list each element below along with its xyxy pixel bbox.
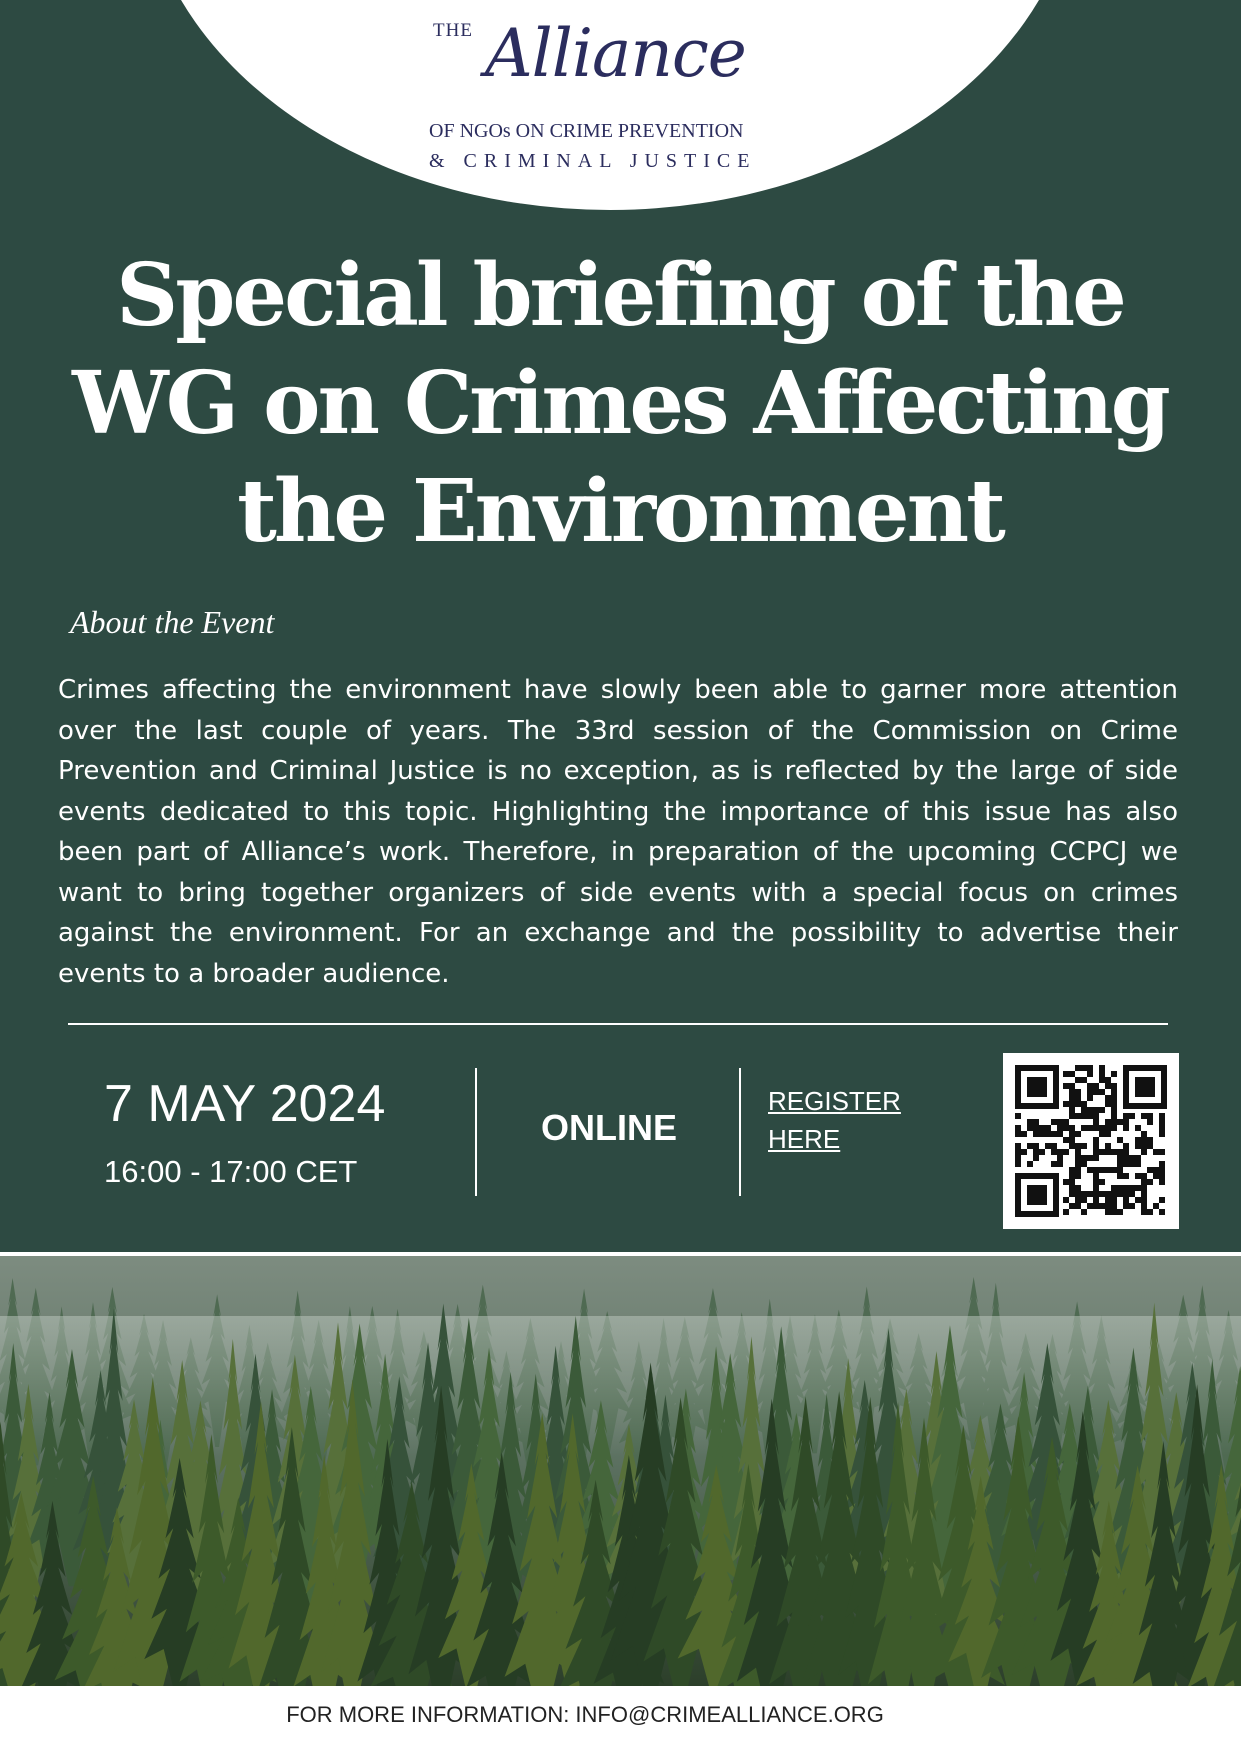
section-divider <box>68 1023 1168 1025</box>
event-location: ONLINE <box>540 1107 677 1148</box>
forest-photo <box>0 1256 1241 1686</box>
event-date: 7 MAY 2024 <box>104 1075 386 1133</box>
register-link[interactable]: REGISTER HERE <box>768 1086 901 1154</box>
logo-subtitle-line1: OF NGOs ON CRIME PREVENTION <box>429 120 744 142</box>
qr-code-icon[interactable] <box>1003 1053 1179 1229</box>
event-time: 16:00 - 17:00 CET <box>104 1154 358 1189</box>
logo-wordmark <box>429 14 746 94</box>
logo-the: THE <box>433 20 473 41</box>
divider-vertical-2 <box>739 1068 741 1196</box>
logo-wordmark-text: Alliance <box>485 15 746 92</box>
logo-subtitle-line2: & CRIMINAL JUSTICE <box>429 150 757 172</box>
divider-vertical-1 <box>475 1068 477 1196</box>
about-heading: About the Event <box>70 604 275 640</box>
footer-contact: FOR MORE INFORMATION: INFO@CRIMEALLIANCE.ORG <box>286 1702 884 1727</box>
alliance-logo <box>425 14 825 172</box>
about-body: Crimes affecting the environment have slowly been able to garner more attention over the last couple of years. The 33rd session of the Commission on Crime Prevention and Criminal Justice is no exception, as is reflected by the large of side events dedicated to this topic. Highlighting the importance of this issue has also been part of Alliance’s work. Therefore, in preparation of the upcoming CCPCJ we want to bring together organizers of side events with a special focus on crimes against the environment. For an exchange and the possibility to advertise their events to a broader audience. <box>58 675 1178 989</box>
page-title: Special briefing of the WG on Crimes Affecting the Environment <box>72 245 1168 562</box>
